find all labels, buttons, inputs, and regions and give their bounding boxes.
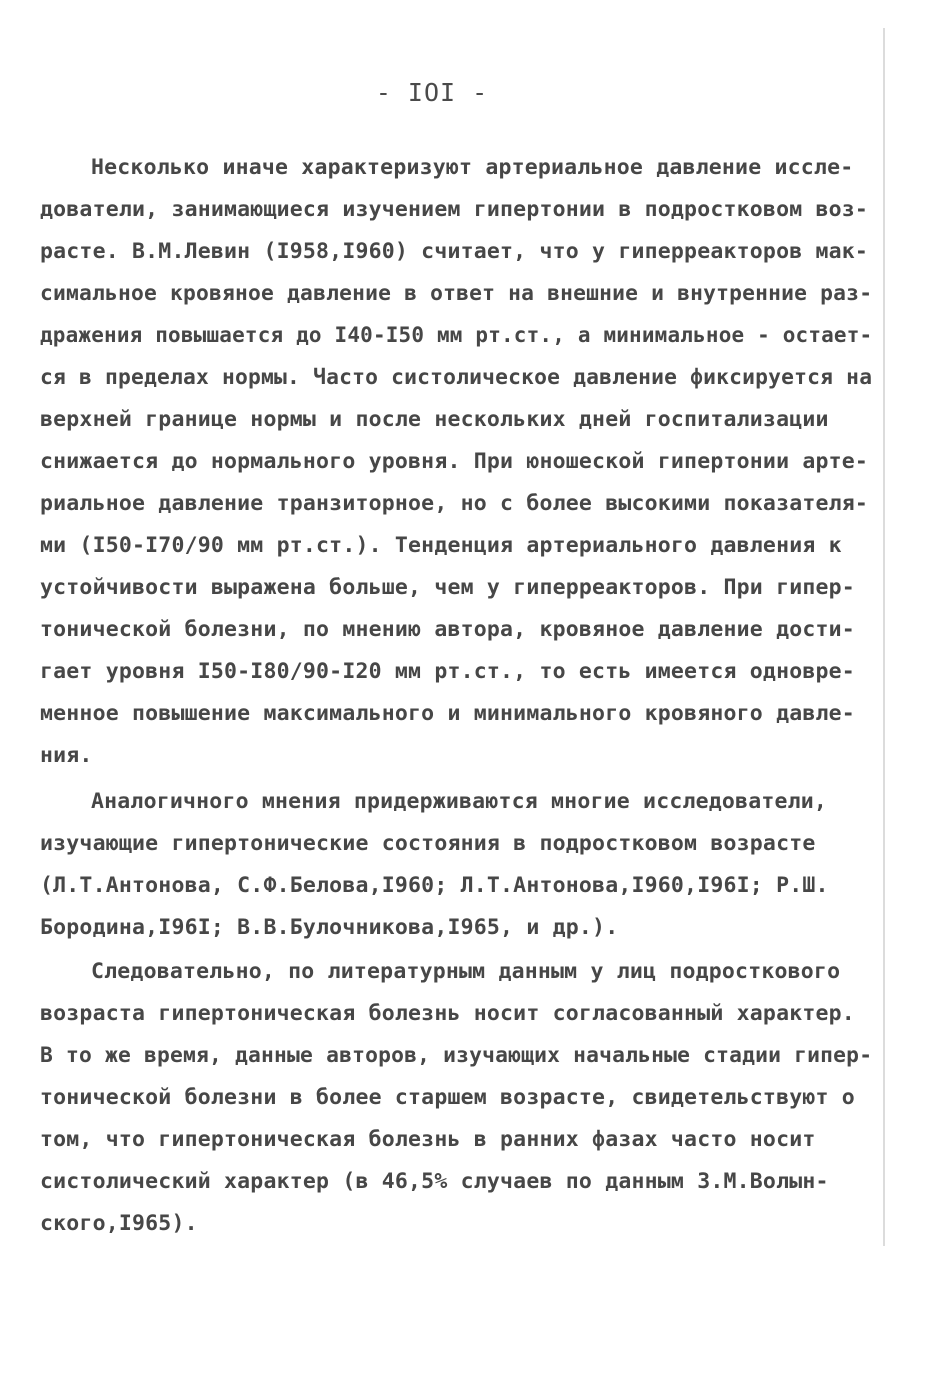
text-line: менное повышение максимального и минимального кровяного давле-: [40, 701, 855, 726]
text-line: тонической болезни в более старшем возрасте, свидетельствуют о: [40, 1085, 855, 1110]
text-line: риальное давление транзиторное, но с более высокими показателя-: [40, 491, 869, 516]
text-line: возраста гипертоническая болезнь носит согласованный характер.: [40, 1001, 855, 1026]
page-edge-line: [883, 28, 885, 1246]
text-line: гает уровня I50-I80/90-I20 мм рт.ст., то есть имеется одновре-: [40, 659, 855, 684]
text-line: устойчивости выражена больше, чем у гиперреакторов. При гипер-: [40, 575, 855, 600]
page-number: - IOI -: [375, 78, 489, 107]
text-line: дователи, занимающиеся изучением гипертонии в подростковом воз-: [40, 197, 869, 222]
text-line: расте. В.М.Левин (I958,I960) считает, что у гиперреакторов мак-: [40, 239, 869, 264]
text-line: Бородина,I96I; В.В.Булочникова,I965, и др.).: [40, 915, 619, 940]
text-line: ся в пределах нормы. Часто систолическое давление фиксируется на: [40, 365, 873, 390]
text-line: том, что гипертоническая болезнь в ранних фазах часто носит: [40, 1127, 816, 1152]
text-line: Несколько иначе характеризуют артериальное давление иссле-: [91, 155, 854, 180]
text-line: симальное кровяное давление в ответ на внешние и внутренние раз-: [40, 281, 873, 306]
text-line: ми (I50-I70/90 мм рт.ст.). Тенденция артериального давления к: [40, 533, 842, 558]
text-line: ского,I965).: [40, 1211, 198, 1236]
text-line: изучающие гипертонические состояния в подростковом возрасте: [40, 831, 816, 856]
text-line: снижается до нормального уровня. При юношеской гипертонии арте-: [40, 449, 869, 474]
text-line: Аналогичного мнения придерживаются многие исследователи,: [91, 789, 828, 814]
text-line: тонической болезни, по мнению автора, кровяное давление дости-: [40, 617, 855, 642]
text-line: (Л.Т.Антонова, С.Ф.Белова,I960; Л.Т.Антонова,I960,I96I; Р.Ш.: [40, 873, 829, 898]
text-line: дражения повышается до I40-I50 мм рт.ст., а минимальное - остает-: [40, 323, 873, 347]
text-line: верхней границе нормы и после нескольких дней госпитализации: [40, 407, 829, 432]
text-line: ния.: [40, 743, 93, 768]
text-line: Следовательно, по литературным данным у лиц подросткового: [91, 959, 841, 984]
text-line: систолический характер (в 46,5% случаев по данным З.М.Волын-: [40, 1169, 829, 1194]
text-line: В то же время, данные авторов, изучающих начальные стадии гипер-: [40, 1043, 873, 1068]
